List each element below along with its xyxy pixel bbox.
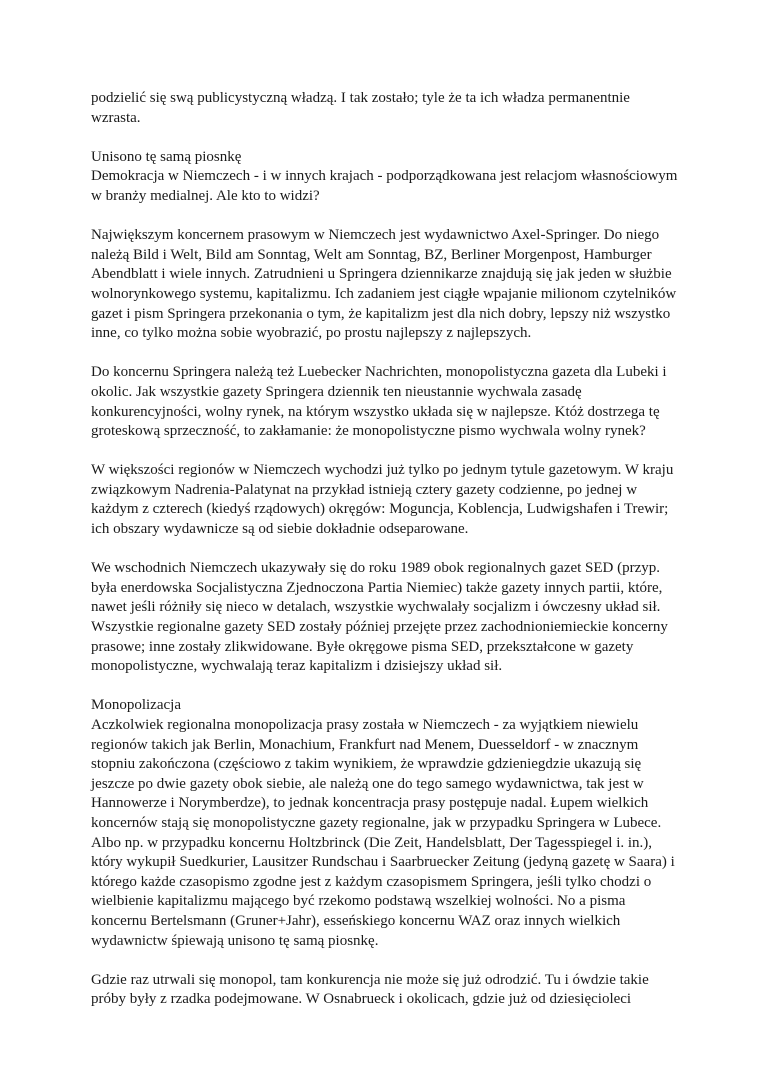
body-paragraph: We wschodnich Niemczech ukazywały się do roku 1989 obok regionalnych gazet SED (przyp. była enerdowska Socjalistyczna Zjednoczona Partia Niemiec) także gazety innych partii, które, nawet jeśli różniły się nieco w detalach, wszystkie wychwalały socjalizm i ówczesny układ sił. Wszystkie regionalne gazety SED zostały później przejęte przez zachodnioniemieckie koncerny prasowe; inne zostały zlikwidowane. Byłe okręgowe pisma SED, przekształcone w gazety monopolistyczne, wychwalają teraz kapitalizm i dzisiejszy układ sił. <box>91 560 668 675</box>
body-paragraph: W większości regionów w Niemczech wychodzi już tylko po jednym tytule gazetowym. W kraju związkowym Nadrenia-Palatynat na przykład istnieją cztery gazety codzienne, po jednej w każdym z czterech (kiedyś rządowych) okręgów: Moguncja, Koblencja, Ludwigshafen i Trewir; ich obszary wydawnicze są od siebie dokładnie odseparowane. <box>91 462 674 538</box>
section-heading-unisono: Unisono tę samą piosnkę <box>91 148 242 165</box>
section-unisono <box>91 148 681 207</box>
section-monopolizacja <box>91 696 681 951</box>
paragraph-monopol-final <box>91 971 681 1010</box>
body-paragraph: Największym koncernem prasowym w Niemczech jest wydawnictwo Axel-Springer. Do niego należą Bild i Welt, Bild am Sonntag, Welt am Sonntag, BZ, Berliner Morgenpost, Hamburger Abendblatt i wiele innych. Zatrudnieni u Springera dziennikarze znajdują się jak jeden w służbie wolnorynkowego systemu, kapitalizmu. Ich zadaniem jest ciągłe wpajanie milionom czytelników gazet i pism Springera przekonania o tym, że kapitalizm jest dla nich dobry, lepszy niż wszystko inne, co tylko można sobie wyobrazić, po prostu najlepszy z najlepszych. <box>91 227 677 342</box>
section-body-paragraph: Aczkolwiek regionalna monopolizacja prasy została w Niemczech - za wyjątkiem niewielu regionów takich jak Berlin, Monachium, Frankfurt nad Menem, Duesseldorf - w znacznym stopniu zakończona (częściowo z takim wynikiem, że wprawdzie gdzieniegdzie ukazują się jeszcze po dwie gazety obok siebie, ale należą one do tego samego wydawnictwa, tak jest w Hannowerze i Norymberdze), to jednak koncentracja prasy postępuje nadal. Łupem wielkich koncernów stają się monopolistyczne gazety regionalne, jak w przypadku Springera w Lubece. Albo np. w przypadku koncernu Holtzbrinck (Die Zeit, Handelsblatt, Der Tagesspiegel i. in.), który wykupił Suedkurier, Lausitzer Rundschau i Saarbruecker Zeitung (jedyną gazetę w Saara) i którego każde czasopismo zgodne jest z każdym czasopismem Springera, jeśli tylko chodzi o wielbienie kapitalizmu mającego być rzekomo podstawą wszelkiej wolności. No a pisma koncernu Bertelsmann (Gruner+Jahr), esseńskiego koncernu WAZ oraz innych wielkich wydawnictw śpiewają unisono tę samą piosnkę. <box>91 717 675 949</box>
document-page <box>91 89 681 1030</box>
body-paragraph: Gdzie raz utrwali się monopol, tam konkurencja nie może się już odrodzić. Tu i ówdzie takie próby były z rzadka podejmowane. W Osnabrueck i okolicach, gdzie już od dziesięcioleci <box>91 971 649 1008</box>
body-paragraph: Do koncernu Springera należą też Luebecker Nachrichten, monopolistyczna gazeta dla Lubeki i okolic. Jak wszystkie gazety Springera dziennik ten nieustannie wychwala zasadę konkurencyjności, wolny rynek, na którym wszystko układa się w najlepsze. Któż dostrzega tę groteskową sprzeczność, to zakłamanie: że monopolistyczne pismo wychwala wolny rynek? <box>91 364 667 440</box>
intro-paragraph-block <box>91 89 681 128</box>
section-lead-paragraph: Demokracja w Niemczech - i w innych krajach - podporządkowana jest relacjom własnościowym w branży medialnej. Ale kto to widzi? <box>91 168 678 204</box>
section-heading-monopolizacja: Monopolizacja <box>91 697 181 714</box>
paragraph-regions <box>91 461 681 539</box>
paragraph-luebecker <box>91 363 681 441</box>
paragraph-east-germany <box>91 559 681 677</box>
intro-paragraph: podzielić się swą publicystyczną władzą. I tak zostało; tyle że ta ich władza permanentnie wzrasta. <box>91 90 630 126</box>
paragraph-springer <box>91 226 681 344</box>
